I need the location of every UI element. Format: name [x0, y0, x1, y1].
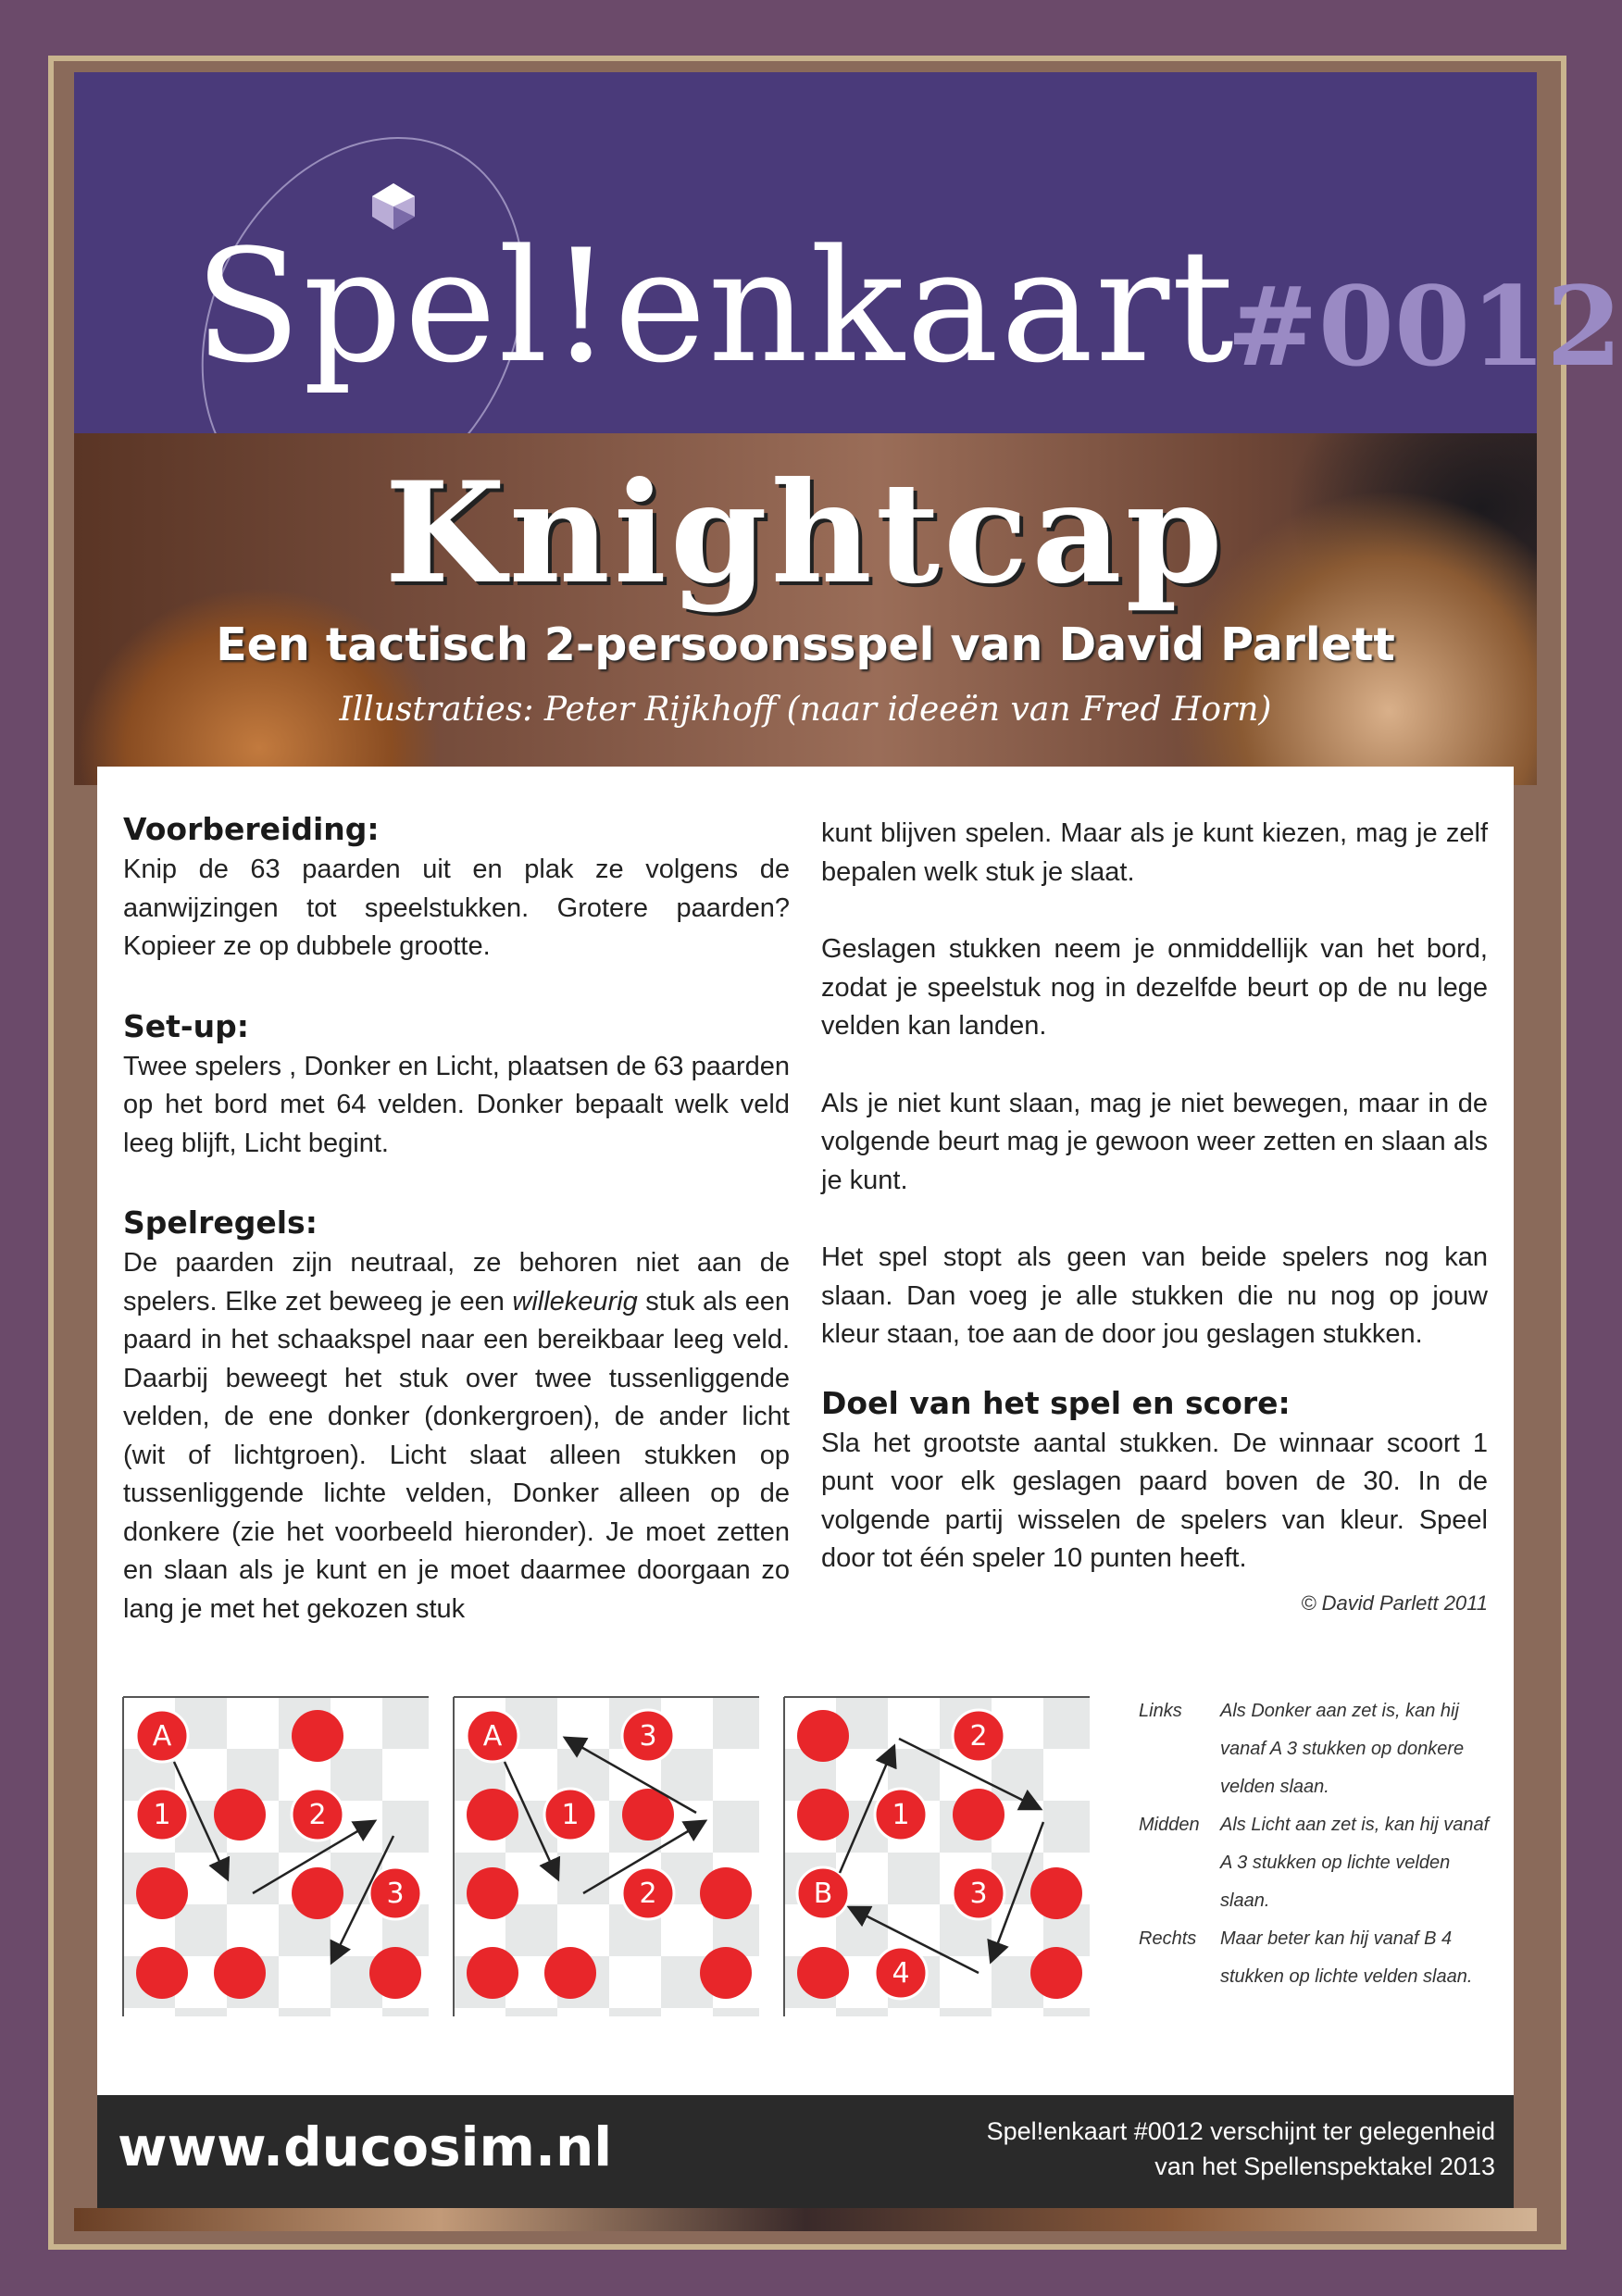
- legend-row: Rechts Maar beter kan hij vanaf B 4 stukken op lichte velden slaan.: [1139, 1928, 1473, 1987]
- piece-label: 2: [639, 1878, 657, 1910]
- board-left-svg: [123, 1697, 429, 2016]
- score-text: Sla het grootste aantal stukken. De winnaar scoort 1 punt voor elk geslagen paard boven de 30. In de volgende partij wisselen de spelers van kleur. Speel door tot één speler 10 punten heeft.: [821, 1428, 1488, 1573]
- piece-label: B: [813, 1878, 833, 1910]
- section-heading: Voorbereiding:: [123, 811, 380, 847]
- piece-label: A: [152, 1720, 172, 1753]
- piece-label: 1: [153, 1799, 171, 1831]
- diagram-left: [123, 1697, 429, 2016]
- board-right-svg: [784, 1697, 1090, 2016]
- horse-photo-banner: [74, 433, 1537, 785]
- section-heading: Spelregels:: [123, 1204, 318, 1241]
- bottom-photo-strip: [74, 2208, 1537, 2231]
- footer-bar: [97, 2095, 1514, 2208]
- section-text: De paarden zijn neutraal, ze behoren niet aan de spelers. Elke zet beweeg je een willekeurig stuk als een paard in het schaakspel naar een bereikbaar leeg veld. Daarbij beweegt het stuk over twee tussenliggende velden, de ene donker (donkergroen), de ander licht (wit of lichtgroen). Licht slaat alleen stukken op tussenliggende lichte velden, Donker alleen op de donkere (zie het voorbeeld hieronder). Je moet zetten en slaan als je kunt en je moet daarmee doorgaan zo lang je met het gekozen stuk: [123, 1248, 790, 1624]
- legend-row: Midden Als Licht aan zet is, kan hij vanaf A 3 stukken op lichte velden slaan.: [1139, 1815, 1490, 1911]
- section-heading: Set-up:: [123, 1007, 249, 1044]
- header-banner: [74, 72, 1622, 433]
- game-subtitle: Een tactisch 2-persoonsspel van David Parlett: [216, 618, 1395, 671]
- card-number: #0012: [1227, 262, 1622, 391]
- website-link[interactable]: www.ducosim.nl: [118, 2115, 613, 2178]
- piece-label: 2: [308, 1799, 327, 1831]
- piece-label: 3: [386, 1878, 405, 1910]
- section-text: Twee spelers , Donker en Licht, plaatsen de 63 paarden op het bord met 64 velden. Donker bepaalt welk veld leeg blijft, Licht begint.: [123, 1051, 790, 1158]
- diagram-middle: [454, 1697, 759, 2016]
- piece-label: 1: [561, 1799, 580, 1831]
- left-column: [123, 808, 790, 1628]
- piece-label: 1: [892, 1799, 910, 1831]
- board-middle-svg: [454, 1697, 759, 2016]
- piece-label: 4: [892, 1957, 910, 1990]
- illustration-credits: Illustraties: Peter Rijkhoff (naar ideeën van Fred Horn): [339, 691, 1272, 729]
- paragraph: Als je niet kunt slaan, mag je niet bewegen, maar in de volgende beurt mag je gewoon weer zetten en slaan als je kunt.: [821, 1088, 1488, 1195]
- copyright: © David Parlett 2011: [1301, 1591, 1488, 1615]
- legend-row: Links Als Donker aan zet is, kan hij vanaf A 3 stukken op donkere velden slaan.: [1139, 1701, 1465, 1797]
- diagram-right: [784, 1697, 1090, 2016]
- game-title: Knightcap: [384, 452, 1227, 615]
- paragraph: kunt blijven spelen. Maar als je kunt kiezen, mag je zelf bepalen welk stuk je slaat.: [821, 818, 1488, 887]
- diagram-legend: [1139, 1692, 1500, 1996]
- section-text: Knip de 63 paarden uit en plak ze volgens de aanwijzingen tot speelstukken. Grotere paarden? Kopieer ze op dubbele grootte.: [123, 855, 790, 961]
- right-column: [821, 815, 1488, 1622]
- brand-title: Spel!enkaart: [194, 216, 1236, 397]
- paragraph: Het spel stopt als geen van beide spelers nog kan slaan. Dan voeg je alle stukken die nu nog op jouw kleur staan, toe aan de door jou geslagen stukken.: [821, 1242, 1488, 1349]
- piece-label: 3: [639, 1720, 657, 1753]
- piece-label: 3: [969, 1878, 988, 1910]
- footer-note: Spel!enkaart #0012 verschijnt ter gelegenheid van het Spellenspektakel 2013: [986, 2117, 1495, 2180]
- score-heading: Doel van het spel en score:: [821, 1384, 1291, 1421]
- emphasis-word: willekeurig: [512, 1286, 638, 1316]
- rules-panel: [97, 767, 1514, 2095]
- paragraph: Geslagen stukken neem je onmiddellijk van het bord, zodat je speelstuk nog in dezelfde beurt op de nu lege velden kan landen.: [821, 934, 1488, 1041]
- piece-label: A: [482, 1720, 503, 1753]
- piece-label: 2: [969, 1720, 988, 1753]
